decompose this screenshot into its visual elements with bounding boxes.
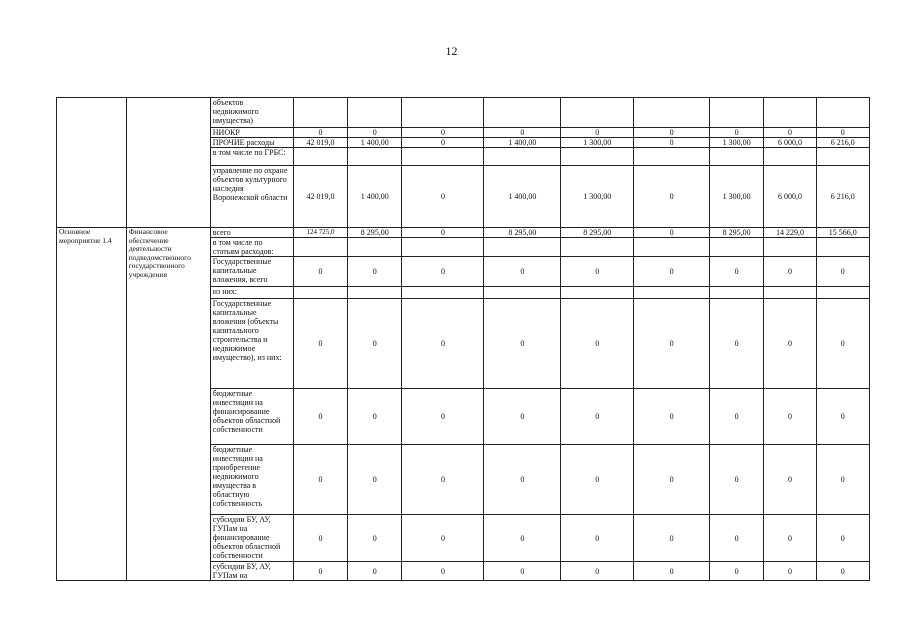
value-cell: 0 [402, 257, 484, 287]
value-cell: 0 [348, 562, 402, 581]
value-cell: 0 [348, 515, 402, 562]
value-cell: 0 [402, 166, 484, 228]
value-cell: 0 [764, 128, 816, 138]
value-cell [634, 287, 710, 299]
value-cell: 6 000,0 [764, 166, 816, 228]
value-cell [402, 98, 484, 128]
value-cell [561, 148, 634, 166]
value-cell [402, 148, 484, 166]
expense-label-cell: бюджетные инвестиции на финансирование объектов областной собственности [210, 389, 293, 445]
value-cell: 0 [561, 128, 634, 138]
value-cell [484, 238, 561, 257]
value-cell [816, 238, 869, 257]
value-cell: 1 400,00 [348, 166, 402, 228]
value-cell: 8 295,00 [561, 228, 634, 238]
value-cell: 0 [348, 299, 402, 389]
value-cell [710, 98, 764, 128]
value-cell [764, 287, 816, 299]
value-cell: 0 [348, 128, 402, 138]
budget-table [56, 97, 870, 581]
value-cell [634, 148, 710, 166]
value-cell: 0 [634, 166, 710, 228]
value-cell: 0 [484, 515, 561, 562]
expense-label-cell: Государственные капитальные вложения, всего [210, 257, 293, 287]
value-cell [816, 98, 869, 128]
value-cell: 0 [816, 128, 869, 138]
value-cell: 0 [561, 389, 634, 445]
value-cell: 0 [484, 562, 561, 581]
value-cell: 0 [293, 299, 347, 389]
value-cell: 0 [710, 515, 764, 562]
value-cell: 0 [710, 562, 764, 581]
expense-label-cell: управление по охране объектов культурного наследия Воронежской области [210, 166, 293, 228]
value-cell: 0 [710, 128, 764, 138]
value-cell: 0 [484, 389, 561, 445]
value-cell [293, 238, 347, 257]
value-cell [764, 98, 816, 128]
table-row [57, 228, 870, 238]
expense-label-cell: всего [210, 228, 293, 238]
value-cell: 15 566,0 [816, 228, 869, 238]
event-title-cell-upper [126, 98, 210, 228]
expense-label-cell: бюджетные инвестиции на приобретение недвижимого имущества в областную собственность [210, 445, 293, 515]
value-cell: 0 [816, 389, 869, 445]
value-cell [484, 98, 561, 128]
value-cell: 14 229,0 [764, 228, 816, 238]
value-cell: 0 [710, 445, 764, 515]
value-cell: 0 [561, 299, 634, 389]
value-cell: 0 [764, 257, 816, 287]
value-cell [816, 287, 869, 299]
value-cell [561, 238, 634, 257]
value-cell: 0 [710, 299, 764, 389]
expense-label-cell: НИОКР [210, 128, 293, 138]
value-cell [348, 148, 402, 166]
value-cell [484, 287, 561, 299]
value-cell: 0 [293, 389, 347, 445]
value-cell [402, 238, 484, 257]
expense-label-cell: в том числе по ГРБС: [210, 148, 293, 166]
value-cell: 0 [764, 562, 816, 581]
value-cell: 0 [484, 257, 561, 287]
value-cell: 0 [484, 128, 561, 138]
value-cell: 0 [293, 562, 347, 581]
value-cell: 0 [402, 228, 484, 238]
expense-label-cell: объектов недвижимого имущества) [210, 98, 293, 128]
value-cell [764, 238, 816, 257]
value-cell [484, 148, 561, 166]
value-cell [710, 287, 764, 299]
value-cell: 0 [764, 445, 816, 515]
value-cell: 0 [561, 445, 634, 515]
value-cell: 42 019,0 [293, 166, 347, 228]
value-cell [348, 238, 402, 257]
value-cell: 0 [348, 445, 402, 515]
value-cell: 0 [402, 389, 484, 445]
value-cell: 6 216,0 [816, 138, 869, 148]
value-cell [348, 287, 402, 299]
page-number: 12 [445, 44, 458, 58]
expense-label-cell: Государственные капитальные вложения (объекты капитального строительства и недвижимое имущество), из них: [210, 299, 293, 389]
value-cell: 0 [402, 138, 484, 148]
value-cell: 6 216,0 [816, 166, 869, 228]
value-cell: 0 [561, 562, 634, 581]
value-cell: 0 [634, 128, 710, 138]
value-cell: 0 [402, 128, 484, 138]
value-cell: 0 [764, 515, 816, 562]
value-cell: 1 400,00 [348, 138, 402, 148]
value-cell: 0 [402, 299, 484, 389]
value-cell [816, 148, 869, 166]
value-cell [293, 148, 347, 166]
value-cell: 6 000,0 [764, 138, 816, 148]
table-row [57, 98, 870, 128]
event-name-cell-upper [57, 98, 127, 228]
value-cell: 0 [402, 515, 484, 562]
value-cell: 0 [816, 257, 869, 287]
value-cell: 0 [402, 445, 484, 515]
value-cell: 0 [634, 257, 710, 287]
value-cell: 0 [293, 445, 347, 515]
value-cell: 0 [764, 299, 816, 389]
value-cell: 0 [293, 257, 347, 287]
value-cell: 0 [561, 257, 634, 287]
value-cell [293, 287, 347, 299]
value-cell: 0 [634, 562, 710, 581]
value-cell: 8 295,00 [710, 228, 764, 238]
event-name-cell: Основное мероприятие 1.4 [57, 228, 127, 581]
event-title-cell: Финансовое обеспечение деятельности подведомственного государственного учреждения [126, 228, 210, 581]
expense-label-cell: субсидии БУ, АУ, ГУПам на финансирование объектов областной собственности [210, 515, 293, 562]
value-cell: 0 [710, 257, 764, 287]
value-cell: 1 300,00 [561, 138, 634, 148]
value-cell: 0 [293, 515, 347, 562]
value-cell: 0 [816, 299, 869, 389]
value-cell: 1 300,00 [710, 138, 764, 148]
value-cell [348, 98, 402, 128]
value-cell [561, 287, 634, 299]
value-cell: 124 725,0 [293, 228, 347, 238]
value-cell: 0 [764, 389, 816, 445]
value-cell: 0 [816, 562, 869, 581]
value-cell: 0 [634, 389, 710, 445]
expense-label-cell: из них: [210, 287, 293, 299]
value-cell: 8 295,00 [348, 228, 402, 238]
value-cell: 1 400,00 [484, 166, 561, 228]
value-cell [764, 148, 816, 166]
expense-label-cell: в том числе по статьям расходов: [210, 238, 293, 257]
value-cell: 1 300,00 [561, 166, 634, 228]
value-cell: 0 [634, 138, 710, 148]
value-cell [402, 287, 484, 299]
value-cell: 0 [634, 299, 710, 389]
value-cell: 0 [710, 389, 764, 445]
value-cell: 1 300,00 [710, 166, 764, 228]
value-cell: 0 [484, 445, 561, 515]
value-cell: 42 019,0 [293, 138, 347, 148]
value-cell [634, 98, 710, 128]
value-cell [634, 238, 710, 257]
value-cell: 0 [634, 228, 710, 238]
value-cell: 0 [816, 515, 869, 562]
value-cell [561, 98, 634, 128]
expense-label-cell: ПРОЧИЕ расходы [210, 138, 293, 148]
value-cell: 0 [634, 515, 710, 562]
value-cell: 8 295,00 [484, 228, 561, 238]
value-cell: 0 [634, 445, 710, 515]
value-cell: 0 [561, 515, 634, 562]
value-cell [710, 148, 764, 166]
value-cell: 0 [348, 257, 402, 287]
value-cell: 0 [402, 562, 484, 581]
value-cell: 0 [348, 389, 402, 445]
value-cell [293, 98, 347, 128]
value-cell: 0 [484, 299, 561, 389]
expense-label-cell: субсидии БУ, АУ, ГУПам на [210, 562, 293, 581]
value-cell: 0 [816, 445, 869, 515]
value-cell: 0 [293, 128, 347, 138]
value-cell [710, 238, 764, 257]
value-cell: 1 400,00 [484, 138, 561, 148]
